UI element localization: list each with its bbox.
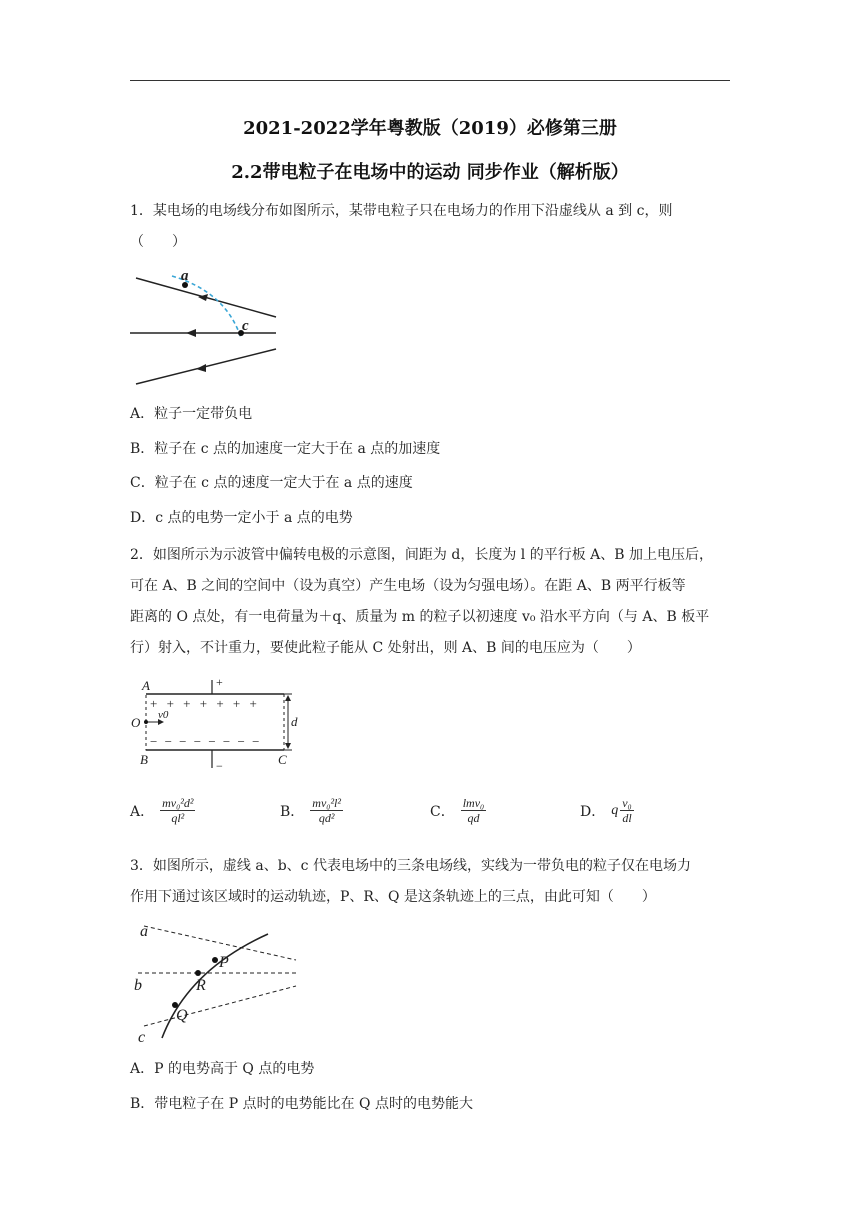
q1-stem	[130, 196, 730, 258]
q3-figure	[128, 918, 308, 1048]
q2-figure	[128, 672, 308, 776]
q3-label-b: b	[134, 977, 142, 994]
header-rule	[130, 80, 730, 81]
q2-option-a-numerator: mv₀²d²	[162, 796, 194, 810]
q3-point-r	[195, 970, 201, 976]
q2-point-o	[144, 720, 148, 724]
q2-option-d	[580, 796, 634, 825]
q2-minus-row: − − − − − − − −	[150, 734, 262, 749]
q2-label-c: C	[278, 752, 287, 767]
q2-stem-line4: 行）射入，不计重力，要使此粒子能从 C 处射出，则 A、B 间的电压应为（ ）	[130, 640, 641, 656]
q2-option-c-denominator: qd	[461, 810, 487, 825]
q3-stem-line2: 作用下通过该区域时的运动轨迹，P、R、Q 是这条轨迹上的三点，由此可知（ ）	[130, 889, 656, 905]
q1-figure	[128, 262, 288, 392]
q3-label-r: R	[196, 977, 206, 994]
q2-stem-line3: 距离的 O 点处，有一电荷量为＋q、质量为 m 的粒子以初速度 v₀ 沿水平方向（与 A、B 板平	[130, 609, 710, 625]
q2-option-b-fraction	[310, 796, 343, 825]
q2-option-d-denominator: dl	[620, 810, 634, 825]
q1-stem-line2: （ ）	[130, 234, 186, 250]
q3-label-a: a	[140, 923, 148, 940]
q2-option-d-prefix: q	[611, 802, 619, 818]
q2-stem	[130, 540, 730, 664]
q1-label-a: a	[181, 268, 189, 284]
q3-label-p: P	[219, 954, 229, 971]
q2-option-d-fraction	[620, 796, 634, 825]
document-title: 2021-2022学年粤教版（2019）必修第三册	[243, 118, 617, 139]
q2-label-b: B	[140, 752, 148, 767]
q1-stem-line1: 1．某电场的电场线分布如图所示，某带电粒子只在电场力的作用下沿虚线从 a 到 c，则	[130, 203, 673, 219]
q2-option-c-label: C．	[430, 803, 455, 820]
q2-label-v0: v0	[158, 709, 169, 721]
q3-field-line-c	[144, 986, 296, 1026]
q2-option-a-label: A．	[130, 803, 155, 820]
q1-option-c: C．粒子在 c 点的速度一定大于在 a 点的速度	[130, 475, 413, 491]
q2-label-o: O	[131, 715, 141, 730]
q2-option-d-numerator: v₀	[622, 796, 632, 810]
q2-option-b-label: B．	[280, 803, 305, 820]
document-subtitle: 2.2带电粒子在电场中的运动 同步作业（解析版）	[231, 162, 629, 183]
q3-stem	[130, 851, 730, 913]
q2-option-d-label: D．	[580, 803, 606, 820]
q2-d-arrow-top	[285, 695, 291, 701]
q1-option-b: B．粒子在 c 点的加速度一定大于在 a 点的加速度	[130, 441, 441, 457]
q2-option-b-numerator: mv₀²l²	[312, 796, 341, 810]
q2-option-b	[280, 796, 343, 825]
q2-label-a: A	[142, 678, 150, 693]
q2-option-c	[430, 796, 486, 825]
q2-terminal-plus: +	[216, 675, 223, 689]
q1-arrow-middle	[186, 329, 196, 337]
q3-point-p	[212, 957, 218, 963]
q3-option-a: A．P 的电势高于 Q 点的电势	[130, 1061, 315, 1077]
q3-label-c: c	[138, 1029, 146, 1046]
q2-option-c-numerator: lmv₀	[462, 796, 485, 810]
q2-option-a-fraction	[160, 796, 195, 825]
q2-stem-line1: 2．如图所示为示波管中偏转电极的示意图，间距为 d，长度为 l 的平行板 A、B 加上电压后，	[130, 547, 713, 563]
q2-option-c-fraction	[461, 796, 487, 825]
q2-label-d: d	[291, 714, 298, 729]
q2-stem-line2: 可在 A、B 之间的空间中（设为真空）产生电场（设为匀强电场）。在距 A、B 两平行板等	[130, 578, 686, 594]
q2-option-a	[130, 796, 195, 825]
q1-label-c: c	[242, 318, 249, 334]
q1-option-d: D．c 点的电势一定小于 a 点的电势	[130, 510, 353, 526]
q2-terminal-minus: −	[216, 759, 223, 773]
q2-d-arrow-bottom	[285, 743, 291, 749]
q3-option-b: B．带电粒子在 P 点时的电势能比在 Q 点时的电势能大	[130, 1096, 473, 1112]
q3-label-q: Q	[176, 1007, 188, 1024]
q2-plus-row: + + + + + + +	[150, 696, 260, 711]
q2-option-a-denominator: ql²	[160, 810, 195, 825]
q3-stem-line1: 3．如图所示，虚线 a、b、c 代表电场中的三条电场线，实线为一带负电的粒子仅在电场力	[130, 858, 691, 874]
q2-option-b-denominator: qd²	[310, 810, 343, 825]
q1-option-a: A．粒子一定带负电	[130, 406, 253, 422]
